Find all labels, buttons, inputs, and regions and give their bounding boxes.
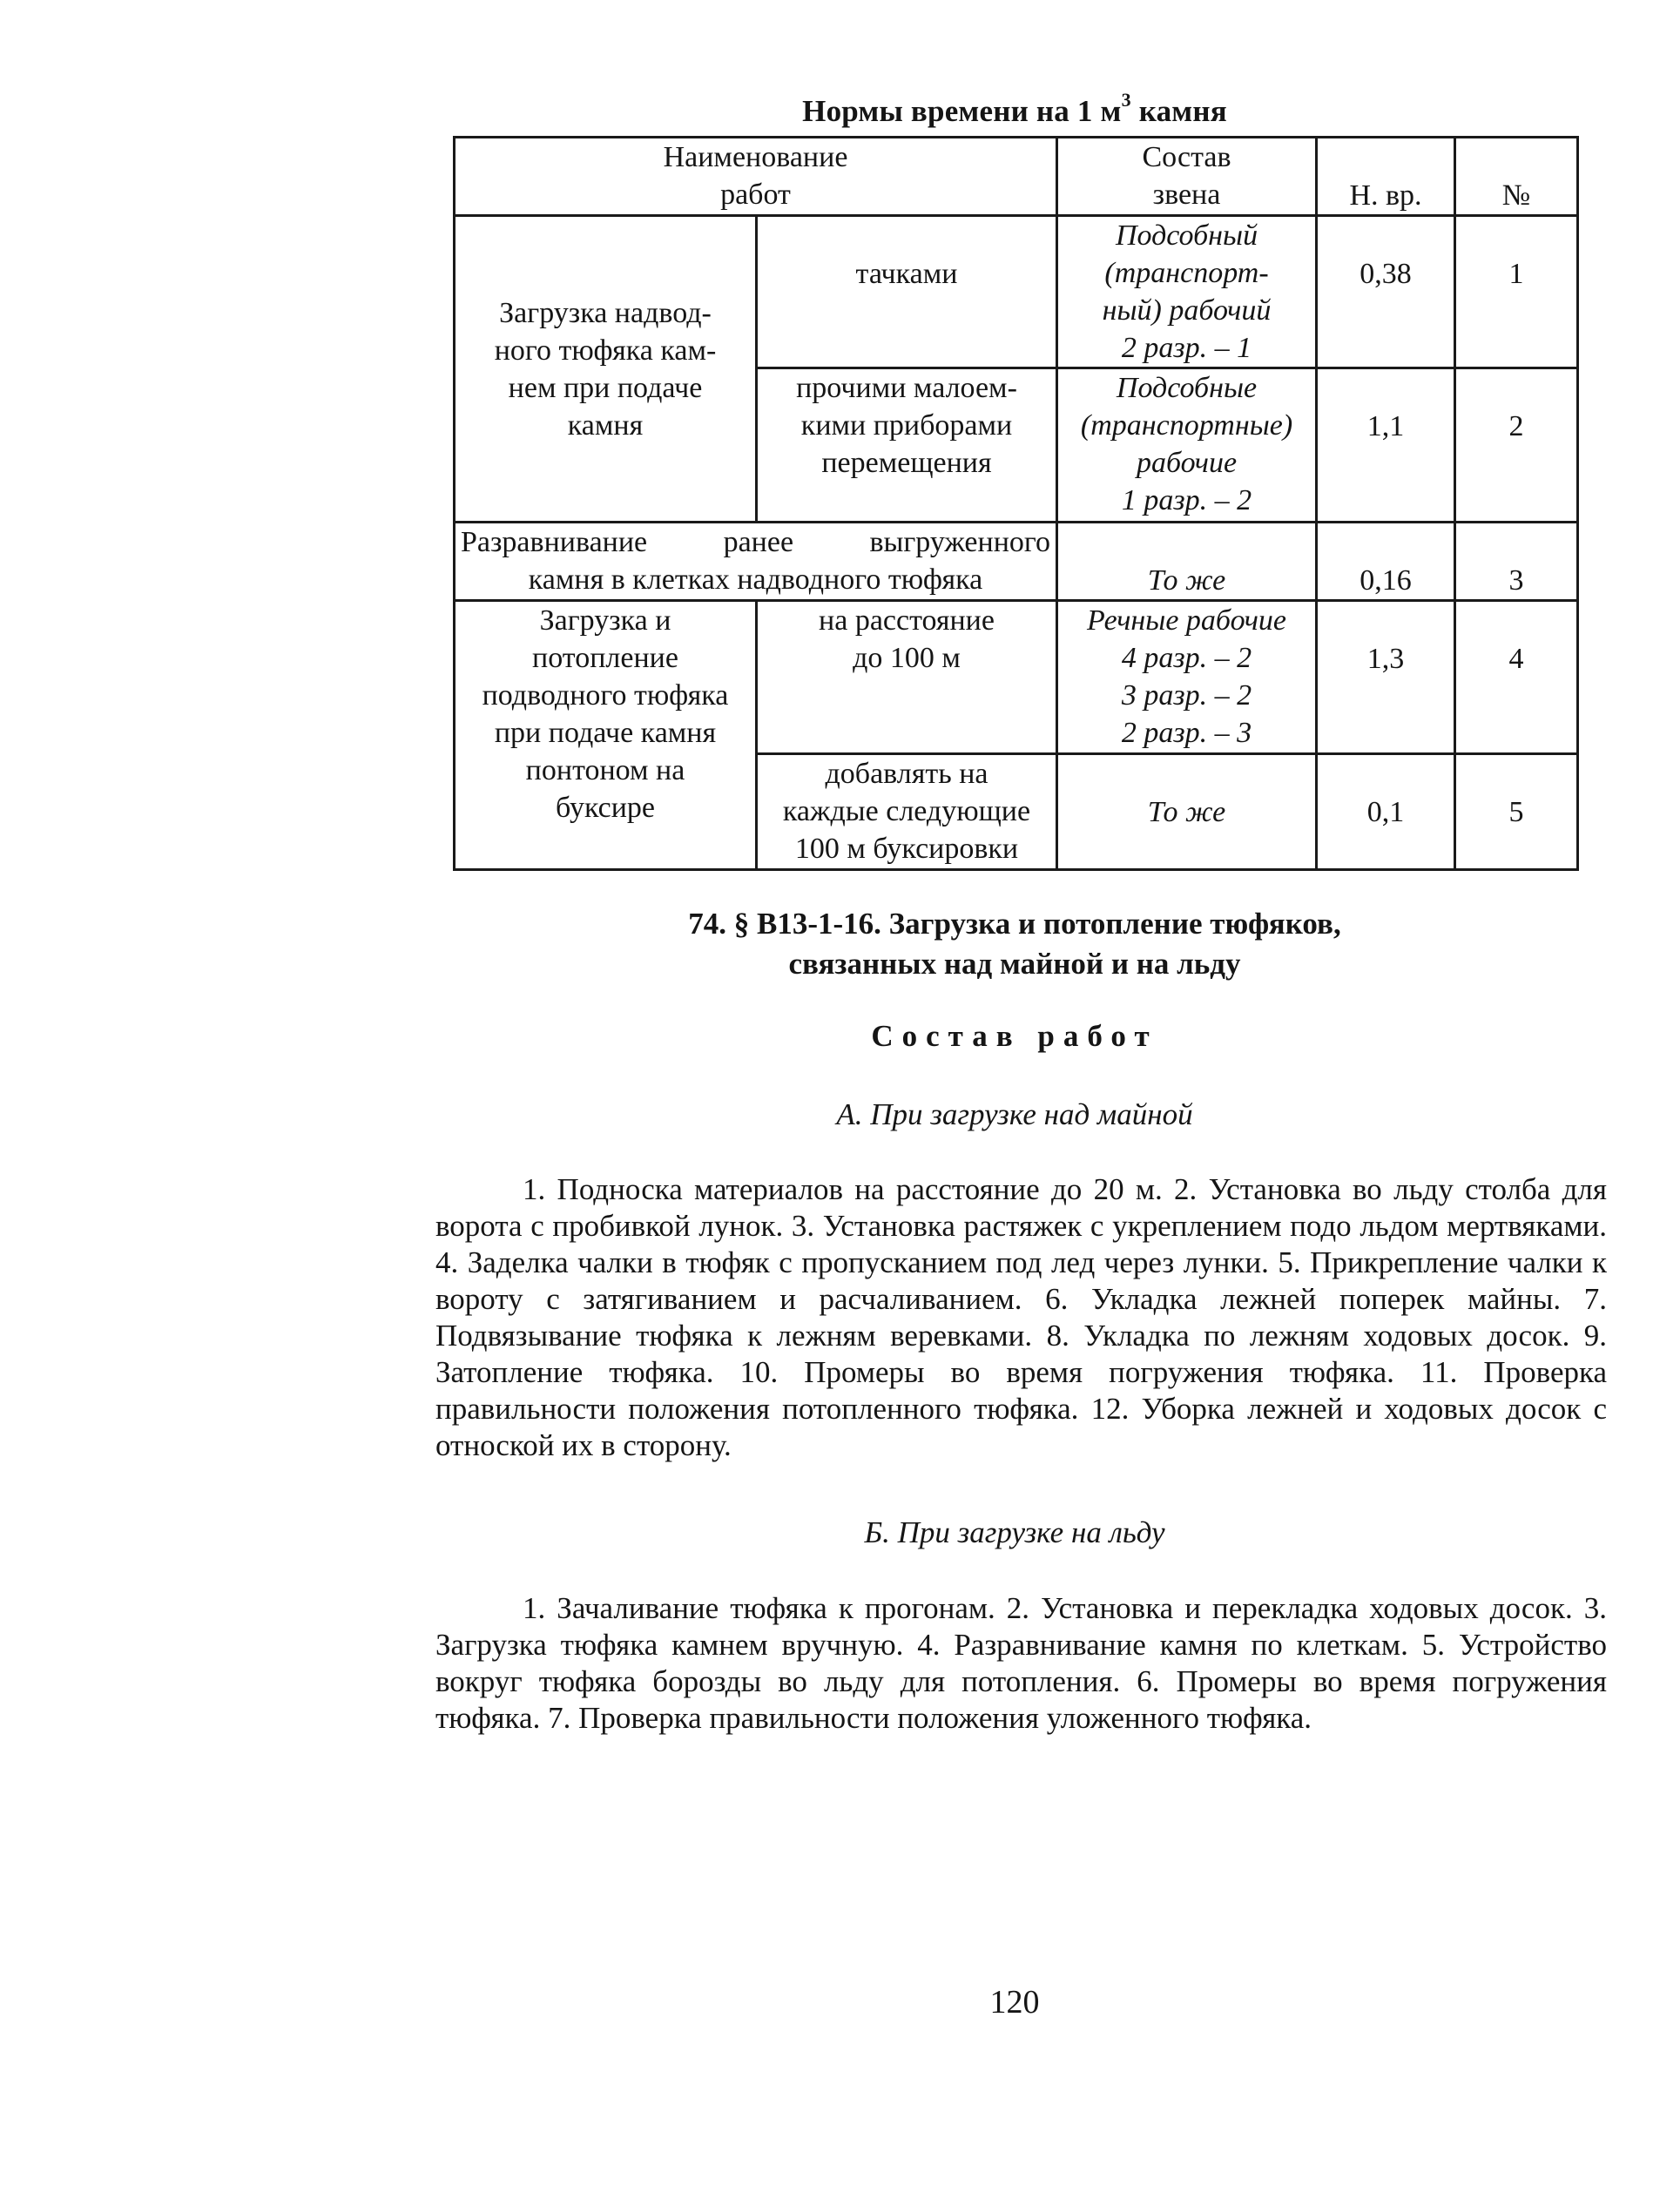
crew-line: 4 разр. – 2 <box>1121 642 1252 674</box>
group-line: нем при подаче <box>508 371 703 404</box>
crew-line: 2 разр. – 3 <box>1121 717 1252 749</box>
row-group-cell <box>455 216 757 523</box>
method-line: каждые следующие <box>782 795 1031 827</box>
table-title-superscript: 3 <box>1121 89 1131 111</box>
method-line: кими приборами <box>800 409 1013 442</box>
method-line: до 100 м <box>853 642 961 674</box>
crew-cell <box>1057 368 1317 523</box>
method-line: тачками <box>855 258 958 290</box>
method-line: добавлять на <box>825 758 988 790</box>
crew-line: 3 разр. – 2 <box>1121 679 1252 712</box>
crew-line: рабочие <box>1136 447 1238 479</box>
norms-table <box>453 136 1579 871</box>
group-line: Загрузка и <box>539 604 671 637</box>
crew-line: Речные рабочие <box>1087 604 1286 637</box>
header-crew-cell <box>1057 138 1317 216</box>
number-cell: 1 <box>1455 216 1578 368</box>
norm-cell: 1,3 <box>1317 601 1455 754</box>
section-heading-line: связанных над майной и на льду <box>788 947 1241 981</box>
method-cell <box>757 216 1057 368</box>
part-a-title: А. При загрузке над майной <box>836 1097 1193 1131</box>
header-crew-line: Состав <box>1142 141 1231 173</box>
method-line: перемещения <box>821 447 992 479</box>
number-cell: 3 <box>1455 523 1578 601</box>
table-row <box>455 523 1578 601</box>
crew-line: Подсобный <box>1115 219 1258 252</box>
header-norm-cell: Н. вр. <box>1317 138 1455 216</box>
part-b-title: Б. При загрузке на льду <box>864 1515 1165 1549</box>
table-title <box>453 89 1576 129</box>
method-line: на расстояние <box>819 604 995 637</box>
header-number-cell: № <box>1455 138 1578 216</box>
crew-line: (транспортные) <box>1080 409 1293 442</box>
row-name-word: Разравнивание <box>461 526 648 558</box>
norm-cell: 1,1 <box>1317 368 1455 523</box>
method-cell <box>757 601 1057 754</box>
table-row <box>455 216 1578 368</box>
method-cell <box>757 368 1057 523</box>
table-header-row <box>455 138 1578 216</box>
method-line: 100 м буксировки <box>794 833 1019 865</box>
method-line: прочими малоем- <box>796 372 1017 404</box>
section-heading-line: 74. § В13-1-16. Загрузка и потопление тюфяков, <box>688 907 1341 941</box>
crew-line: 2 разр. – 1 <box>1121 332 1252 364</box>
row-name-word: выгруженного <box>869 526 1051 558</box>
header-name-line: работ <box>720 179 791 211</box>
crew-cell <box>1057 601 1317 754</box>
part-b-text: 1. Зачаливание тюфяка к прогонам. 2. Установка и перекладка ходовых досок. 3. Загрузка тюфяка камнем вручную. 4. Разравнивание камня по клеткам. 5. Устройство вокруг тюфяка борозды во льду для потопления. 6. Промеры во время погружения тюфяка. 7. Проверка правильности положения уложенного тюфяка. <box>435 1591 1607 1735</box>
crew-cell <box>1057 216 1317 368</box>
crew-line: Подсобные <box>1116 372 1258 404</box>
crew-line: 1 разр. – 2 <box>1121 484 1252 516</box>
number-cell: 2 <box>1455 368 1578 523</box>
table-row <box>455 601 1578 754</box>
number-cell: 4 <box>1455 601 1578 754</box>
table-title-text: Нормы времени на 1 м <box>802 94 1122 128</box>
row-name-line: камня в клетках надводного тюфяка <box>528 563 983 596</box>
norm-cell: 0,38 <box>1317 216 1455 368</box>
group-line: понтоном на <box>525 754 685 786</box>
group-line: при подаче камня <box>494 717 717 749</box>
header-name-cell <box>455 138 1057 216</box>
row-name-line <box>461 523 1050 561</box>
group-line: подводного тюфяка <box>482 679 729 712</box>
group-line: камня <box>567 408 644 442</box>
header-name-line: Наименование <box>663 141 848 173</box>
number-cell: 5 <box>1455 754 1578 870</box>
section-heading <box>435 904 1594 984</box>
row-group-cell <box>455 601 757 870</box>
composition-heading: Состав работ <box>871 1019 1158 1053</box>
group-line: буксире <box>555 792 656 824</box>
row-name-word: ранее <box>723 526 794 558</box>
part-a-text: 1. Подноска материалов на расстояние до 20 м. 2. Установка во льду столба для ворота с пробивкой лунок. 3. Установка растяжек с укреплением подо льдом мертвяками. 4. Заделка чалки в тюфяк с пропусканием под лед через лунки. 5. Прикрепление чалки к вороту с затягиванием и расчаливанием. 6. Укладка лежней поперек майны. 7. Подвязывание тюфяка к лежням веревками. 8. Укладка по лежням ходовых досок. 9. Затопление тюфяка. 10. Промеры во время погружения тюфяка. 11. Проверка правильности положения потопленного тюфяка. 12. Уборка лежней и ходовых досок с отноской их в сторону. <box>435 1172 1607 1462</box>
norm-cell: 0,16 <box>1317 523 1455 601</box>
crew-line: ный) рабочий <box>1102 294 1272 327</box>
table-title-suffix: камня <box>1130 94 1227 128</box>
crew-cell: То же <box>1057 523 1317 601</box>
crew-line: (транспорт- <box>1104 257 1269 289</box>
header-crew-line: звена <box>1152 179 1221 211</box>
crew-cell: То же <box>1057 754 1317 870</box>
page-number: 120 <box>989 1984 1040 2021</box>
group-line: ного тюфяка кам- <box>494 334 717 367</box>
norm-cell: 0,1 <box>1317 754 1455 870</box>
group-line: Загрузка надвод- <box>499 296 712 329</box>
row-name-cell <box>455 523 1057 601</box>
group-line: потопление <box>532 642 678 674</box>
method-cell <box>757 754 1057 870</box>
